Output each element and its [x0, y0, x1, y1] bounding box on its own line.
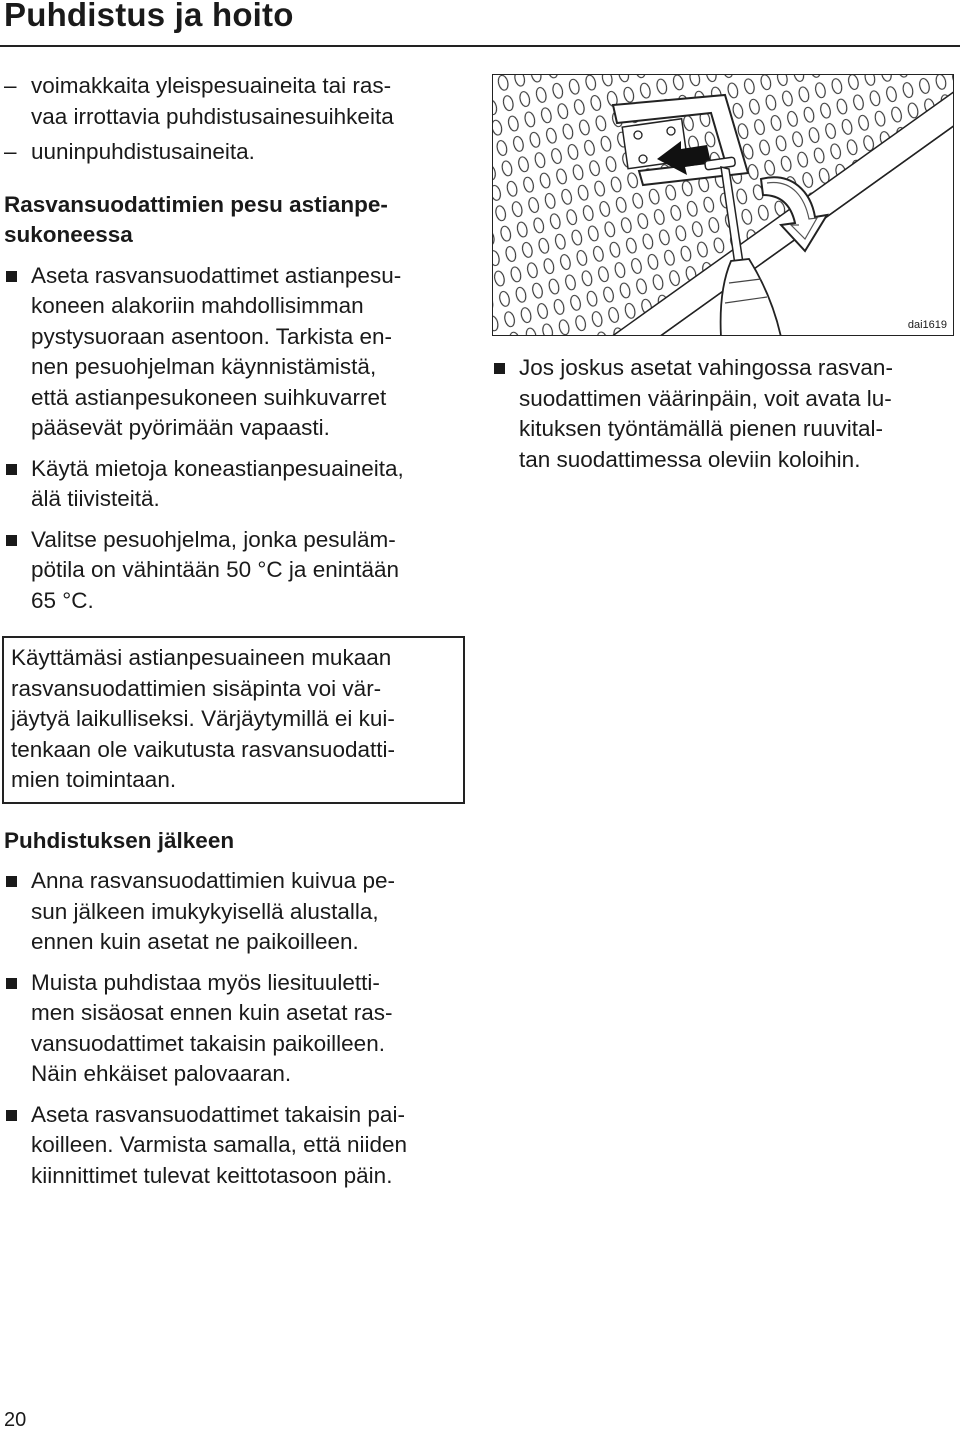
list-item-text: Jos joskus asetat vahingossa rasvan- suodattimen väärinpäin, voit avata lu- kituksen työntämällä pienen ruuvital- tan suodattimessa oleviin koloihin.: [519, 355, 893, 472]
page-title: Puhdistus ja hoito: [4, 0, 294, 33]
section-heading-after-cleaning: Puhdistuksen jälkeen: [4, 827, 235, 853]
list-item-text: Aseta rasvansuodattimet takaisin pai- koilleen. Varmista samalla, että niiden kiinnittimet tulevat keittotasoon päin.: [31, 1101, 408, 1188]
dash-mark: –: [4, 73, 17, 98]
screwdriver-handle: [721, 259, 781, 336]
filter-latch-illustration: [492, 74, 954, 336]
list-item: [4, 1100, 474, 1192]
list-item: [4, 866, 474, 958]
dash-item-text: uuninpuhdistusaineita.: [31, 139, 255, 164]
bullet-square-icon: [6, 978, 17, 989]
list-item: [492, 353, 954, 475]
right-column: [492, 353, 954, 475]
bullet-square-icon: [6, 876, 17, 887]
note-box: Käyttämäsi astianpesuaineen mukaan rasvansuodattimien sisäpinta voi vär- jäytyä laikulliseksi. Värjäytymillä ei kui- tenkaan ole vaikutusta rasvansuodatti- mien toimintaan.: [2, 636, 465, 804]
figure-label: dai1619: [907, 319, 947, 331]
list-item-text: Muista puhdistaa myös liesituuletti- men sisäosat ennen kuin asetat ras- vansuodattimet takaisin paikoilleen. Näin ehkäiset palovaaran.: [31, 969, 393, 1086]
dash-item-text: voimakkaita yleispesuaineita tai ras- vaa irrottavia puhdistusainesuihkeita: [31, 73, 394, 129]
bullet-square-icon: [6, 464, 17, 475]
bullet-square-icon: [6, 271, 17, 282]
dash-mark: –: [4, 139, 17, 164]
list-item-text: Anna rasvansuodattimien kuivua pe- sun jälkeen imukykyisellä alustalla, ennen kuin asetat ne paikoilleen.: [31, 868, 395, 954]
bullet-square-icon: [6, 535, 17, 546]
list-item: [4, 525, 474, 617]
list-item-text: Aseta rasvansuodattimet astianpesu- koneen alakoriin mahdollisimman pystysuoraan asentoon. Tarkista en- nen pesuohjelman käynnistämistä, että astianpesukoneen suihkuvarret pääsevät pyörimään vapaasti.: [31, 262, 402, 440]
title-rule: [0, 45, 960, 47]
list-item: [4, 454, 474, 515]
filter-illustration-svg: [493, 75, 954, 336]
list-item: [4, 261, 474, 444]
bullet-square-icon: [6, 1110, 17, 1121]
left-column: [4, 71, 474, 1191]
section-heading-dishwasher: Rasvansuodattimien pesu astianpe- sukoneessa: [4, 191, 388, 247]
list-item-text: Valitse pesuohjelma, jonka pesuläm- pötila on vähintään 50 °C ja enintään 65 °C.: [31, 526, 400, 613]
list-item-text: Käytä mietoja koneastianpesuaineita, älä tiivisteitä.: [31, 455, 404, 511]
list-item: [4, 968, 474, 1090]
bullet-square-icon: [494, 363, 505, 374]
dash-item: [4, 71, 474, 132]
dash-item: [4, 137, 474, 168]
page-number: 20: [4, 1409, 27, 1431]
